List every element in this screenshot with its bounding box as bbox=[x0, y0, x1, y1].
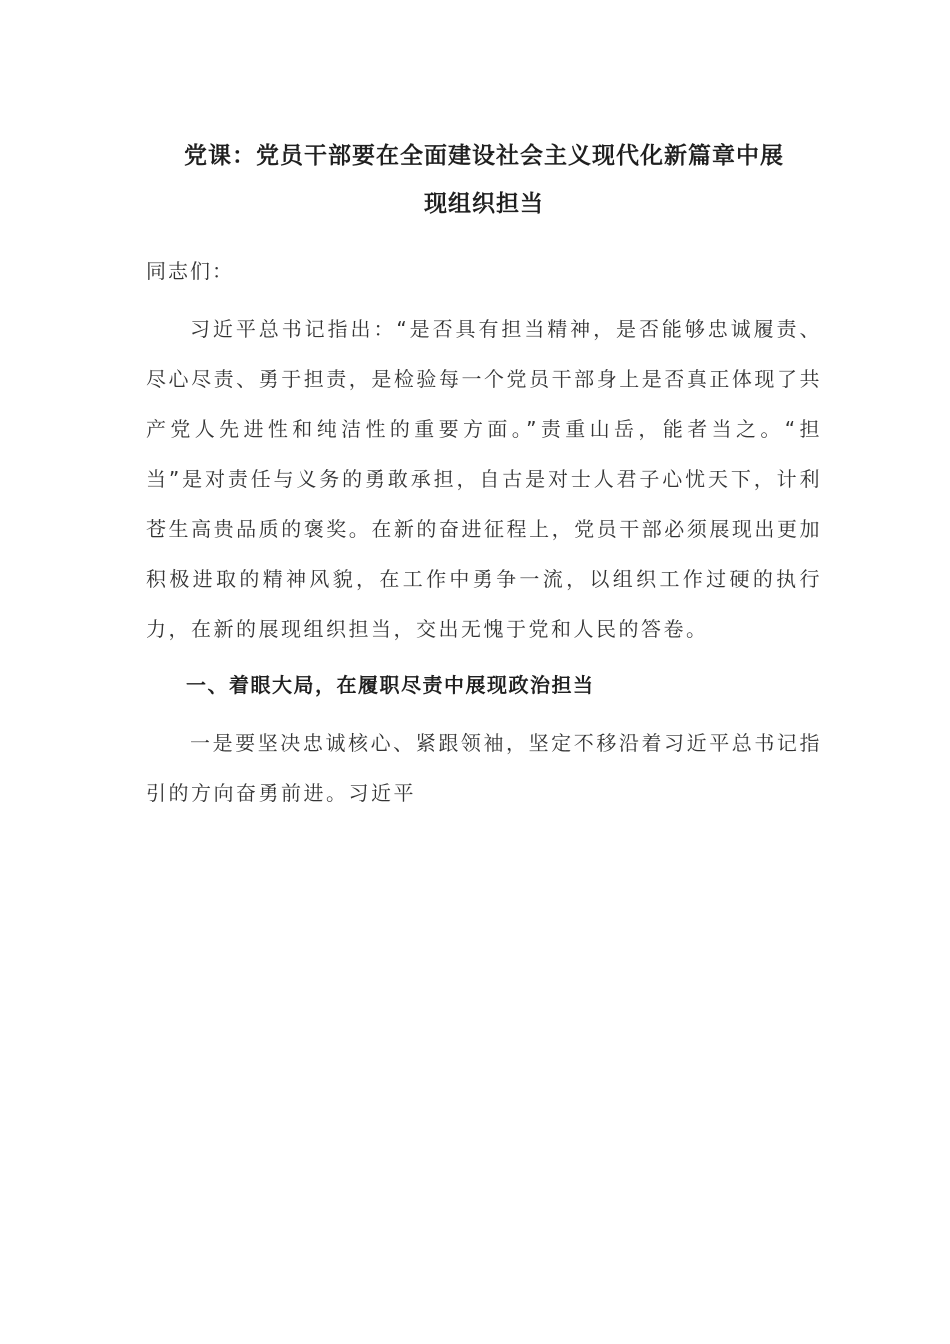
paragraph-section-1: 一是要坚决忠诚核心、紧跟领袖，坚定不移沿着习近平总书记指引的方向奋勇前进。习近平 bbox=[146, 731, 822, 805]
paragraph-intro: 习近平总书记指出：“是否具有担当精神，是否能够忠诚履责、尽心尽责、勇于担责，是检验每一个党员干部身上是否真正体现了共产党人先进性和纯洁性的重要方面。”责重山岳，能者当之。“担当”是对责任与义务的勇敢承担，自古是对士人君子心忧天下，计利苍生高贵品质的褒奖。在新的奋进征程上，党员干部必须展现出更加积极进取的精神风貌，在工作中勇争一流，以组织工作过硬的执行力，在新的展现组织担当，交出无愧于党和人民的答卷。 bbox=[146, 317, 822, 641]
document-body bbox=[146, 132, 822, 818]
section-heading-1: 一、着眼大局，在履职尽责中展现政治担当 bbox=[186, 673, 595, 697]
greeting: 同志们： bbox=[146, 259, 234, 283]
document-title-line-1: 党课：党员干部要在全面建设社会主义现代化新篇章中展 bbox=[184, 143, 784, 169]
document-title-line-2: 现组织担当 bbox=[424, 191, 544, 217]
document-title bbox=[146, 132, 822, 228]
